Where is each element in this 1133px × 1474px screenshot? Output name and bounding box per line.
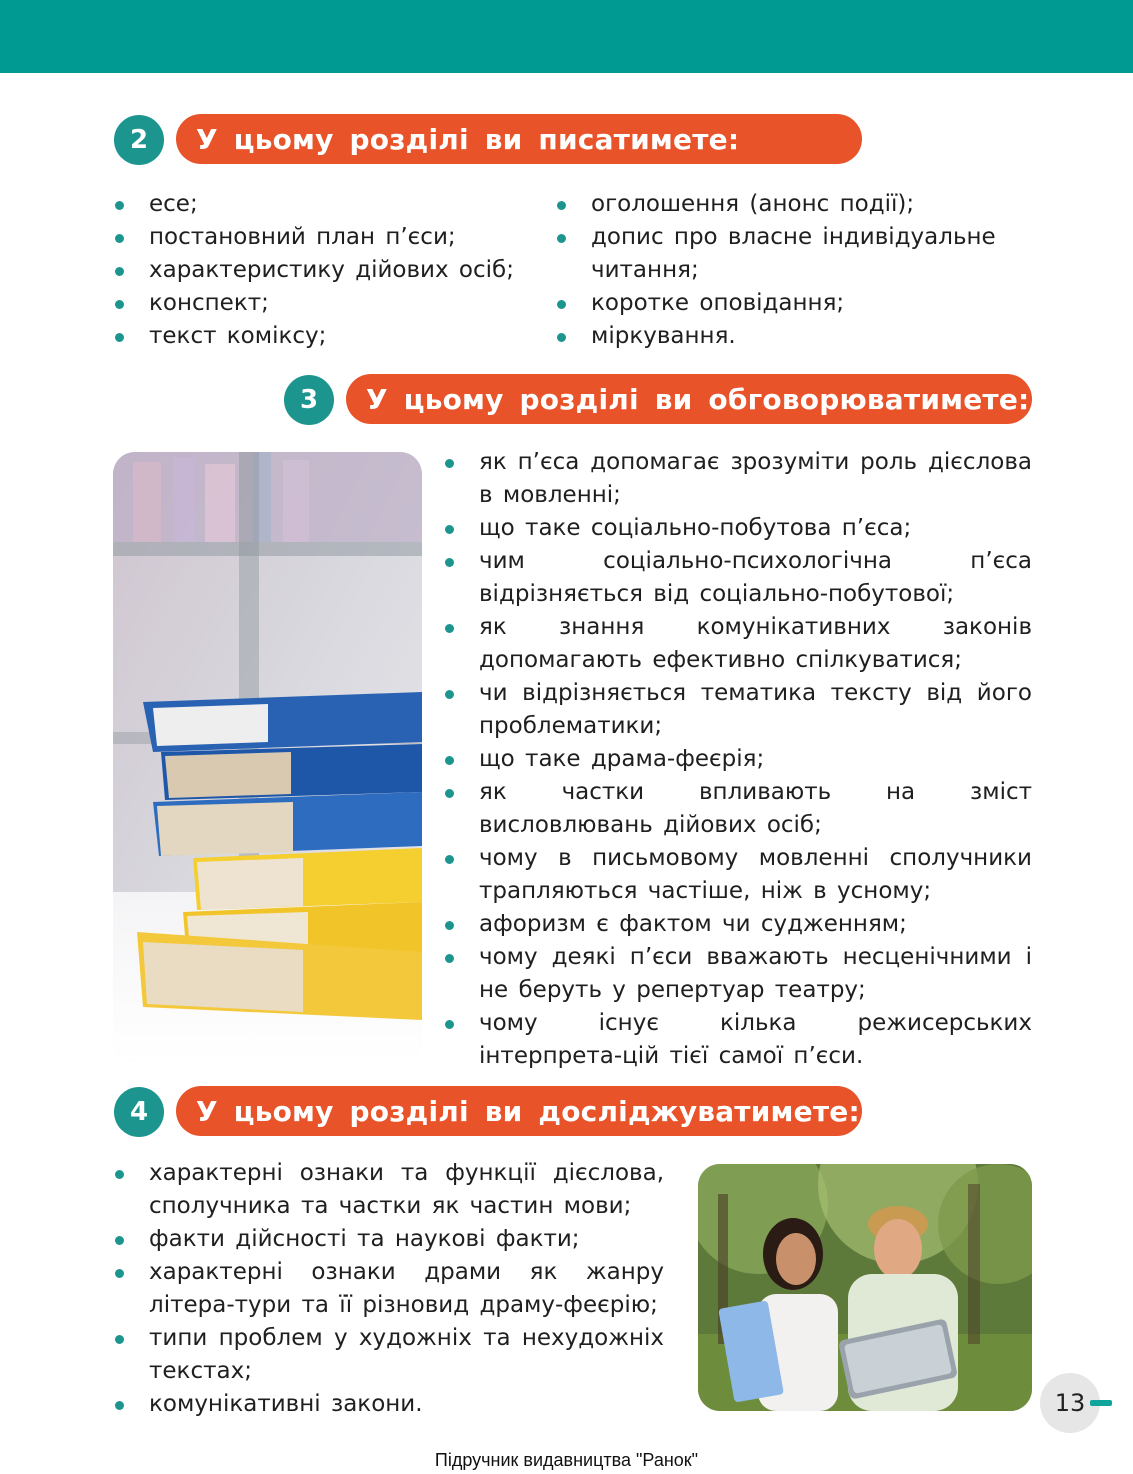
section-3-title: У цьому розділі ви обговорюватимете: (346, 374, 1032, 424)
list-item: чому існує кілька режисерських інтерпрета-цій тієї самої п’єси. (444, 1007, 1032, 1073)
list-item: комунікативні закони. (114, 1388, 664, 1421)
books-photo (113, 452, 422, 1060)
list-item: коротке оповідання; (556, 287, 996, 320)
list-item: характеристику дійових осіб; (114, 254, 524, 287)
list-item: як знання комунікативних законів допомагають ефективно спілкуватися; (444, 611, 1032, 677)
page-number: 13 (1040, 1373, 1100, 1433)
list-item: чи відрізняється тематика тексту від його проблематики; (444, 677, 1032, 743)
list-item: оголошення (анонс події); (556, 188, 996, 221)
list-item: конспект; (114, 287, 524, 320)
list-item: допис про власне індивідуальне читання; (556, 221, 996, 287)
list-item: характерні ознаки та функції дієслова, сполучника та частки як частин мови; (114, 1157, 664, 1223)
list-item: есе; (114, 188, 524, 221)
section-4-title: У цьому розділі ви досліджуватимете: (176, 1086, 862, 1136)
section-4-number: 4 (114, 1087, 164, 1137)
section-2-number: 2 (114, 115, 164, 165)
list-item: типи проблем у художніх та нехудожніх текстах; (114, 1322, 664, 1388)
list-item: що таке соціально-побутова п’єса; (444, 512, 1032, 545)
section-2-list-right (556, 188, 996, 353)
students-photo (698, 1164, 1032, 1411)
section-3-list (444, 446, 1032, 1073)
list-item: що таке драма-феєрія; (444, 743, 1032, 776)
footer-text: Підручник видавництва "Ранок" (434, 1450, 699, 1470)
section-2-title: У цьому розділі ви писатимете: (176, 114, 862, 164)
list-item: як п’єса допомагає зрозуміти роль дієслова в мовленні; (444, 446, 1032, 512)
list-item: чому в письмовому мовленні сполучники трапляються частіше, ніж в усному; (444, 842, 1032, 908)
list-item: як частки впливають на зміст висловлювань дійових осіб; (444, 776, 1032, 842)
list-item: постановний план п’єси; (114, 221, 524, 254)
books-illustration (113, 452, 422, 1060)
list-item: текст коміксу; (114, 320, 524, 353)
page-number-dash (1090, 1400, 1112, 1406)
list-item: чому деякі п’єси вважають несценічними і не беруть у репертуар театру; (444, 941, 1032, 1007)
header-band (0, 0, 1133, 73)
section-3-number: 3 (284, 375, 334, 425)
list-item: афоризм є фактом чи судженням; (444, 908, 1032, 941)
list-item: міркування. (556, 320, 996, 353)
section-4-list (114, 1157, 664, 1421)
section-2-list-left (114, 188, 524, 353)
students-illustration (698, 1164, 1032, 1411)
list-item: характерні ознаки драми як жанру літера-тури та її різновид драму-феєрію; (114, 1256, 664, 1322)
list-item: факти дійсності та наукові факти; (114, 1223, 664, 1256)
list-item: чим соціально-психологічна п’єса відрізняється від соціально-побутової; (444, 545, 1032, 611)
